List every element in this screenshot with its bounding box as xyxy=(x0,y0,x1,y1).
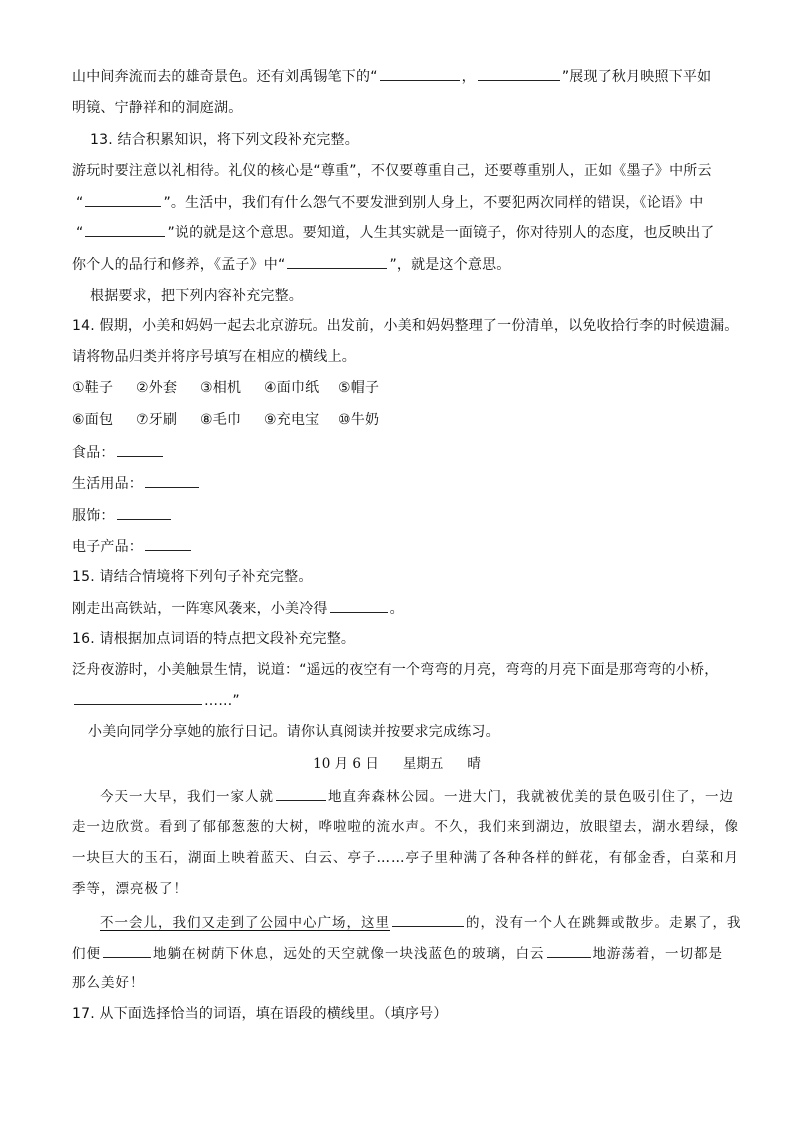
diary-p2-line-1: 不一会儿，我们又走到了公园中心广场，这里 的，没有一个人在跳舞或散步。走累了，我 xyxy=(100,912,742,933)
list-item: ①鞋子 xyxy=(72,380,114,396)
q15-title: 15. 请结合情境将下列句子补充完整。 xyxy=(72,569,313,585)
diary-blank-4[interactable] xyxy=(547,943,591,958)
diary-blank-1[interactable] xyxy=(276,786,326,801)
diary-date: 10 月 6 日 xyxy=(313,756,379,772)
diary-header xyxy=(0,754,794,774)
diary-p1-line-2: 走一边欣赏。看到了郁郁葱葱的大树，哗啦啦的流水声。不久，我们来到湖边，放眼望去，湖水碧绿，像 xyxy=(72,819,739,835)
q12-blank-2[interactable] xyxy=(478,66,560,81)
q14-title: 14. 假期，小美和妈妈一起去北京游玩。出发前，小美和妈妈整理了一份清单，以免收拾行李的时候遗漏。 xyxy=(72,318,739,334)
q14-daily: 生活用品： xyxy=(72,473,201,494)
q12-sep: ， xyxy=(461,69,476,85)
q16-line-1: 泛舟夜游时，小美触景生情，说道：“遥远的夜空有一个弯弯的月亮，弯弯的月亮下面是那弯弯的小桥， xyxy=(72,662,719,678)
q12-line-1 xyxy=(72,66,711,87)
diary-p1-line-4: 季等，漂亮极了！ xyxy=(72,881,188,897)
q15-sentence: 刚走出高铁站，一阵寒风袭来，小美冷得 。 xyxy=(72,598,404,619)
q13-title: 13. 结合积累知识，将下列文段补充完整。 xyxy=(90,132,359,148)
q15-blank[interactable] xyxy=(330,598,388,613)
q16-line-2: ……” xyxy=(72,690,240,711)
q13-line-2: “ ”。生活中，我们有什么怨气不要发泄到别人身上，不要犯两次同样的错误，《论语》中 xyxy=(76,192,704,213)
diary-intro: 小美向同学分享她的旅行日记。请你认真阅读并按要求完成练习。 xyxy=(88,724,500,740)
q14-electronic: 电子产品： xyxy=(72,536,193,557)
q17-title: 17. 从下面选择恰当的词语，填在语段的横线里。（填序号） xyxy=(72,1006,448,1022)
q13-blank-mozi[interactable] xyxy=(85,192,161,207)
q14-food: 食品： xyxy=(72,442,165,463)
diary-weather: 晴 xyxy=(467,756,481,772)
q12-text: 山中间奔流而去的雄奇景色。还有刘禹锡笔下的“ xyxy=(72,69,378,85)
q13-blank-mengzi[interactable] xyxy=(287,254,387,269)
q12-blank-1[interactable] xyxy=(380,66,460,81)
list-item: ⑦牙刷 xyxy=(136,412,178,428)
list-item: ⑩牛奶 xyxy=(338,412,380,428)
food-blank[interactable] xyxy=(117,442,163,457)
diary-p2-line-3: 那么美好！ xyxy=(72,975,145,991)
clothes-blank[interactable] xyxy=(117,505,171,520)
list-item: ④面巾纸 xyxy=(264,380,320,396)
electronic-blank[interactable] xyxy=(145,536,191,551)
q13-line-1: 游玩时要注意以礼相待。礼仪的核心是“尊重”，不仅要尊重自己，还要尊重别人，正如《墨子》中所云 xyxy=(72,163,712,179)
q13-line-3: “ ”说的就是这个意思。要知道，人生其实就是一面镜子，你对待别人的态度，也反映出了 xyxy=(76,222,715,243)
diary-p1-line-3: 一块巨大的玉石，湖面上映着蓝天、白云、亭子……亭子里种满了各种各样的鲜花，有郁金香，白菜和月 xyxy=(72,850,739,866)
list-item: ⑤帽子 xyxy=(338,380,380,396)
diary-blank-2[interactable] xyxy=(392,912,464,927)
diary-blank-3[interactable] xyxy=(103,943,151,958)
diary-p2-line-2: 们便 地躺在树荫下休息，远处的天空就像一块浅蓝色的玻璃，白云 地游荡着，一切都是 xyxy=(72,943,723,964)
list-item: ③相机 xyxy=(200,380,242,396)
q16-blank[interactable] xyxy=(74,690,202,705)
q14-items-row-1 xyxy=(72,378,402,398)
section-intro: 根据要求，把下列内容补充完整。 xyxy=(90,288,303,304)
q12-line-2: 明镜、宁静祥和的洞庭湖。 xyxy=(72,100,243,116)
list-item: ⑥面包 xyxy=(72,412,114,428)
daily-blank[interactable] xyxy=(145,473,199,488)
list-item: ⑧毛巾 xyxy=(200,412,242,428)
q14-items-row-2 xyxy=(72,410,402,430)
list-item: ⑨充电宝 xyxy=(264,412,320,428)
q16-title: 16. 请根据加点词语的特点把文段补充完整。 xyxy=(72,631,356,647)
q12-text: ”展现了秋月映照下平如 xyxy=(561,69,712,85)
diary-p1-line-1: 今天一大早，我们一家人就 地直奔森林公园。一进大门，我就被优美的景色吸引住了，一边 xyxy=(100,786,734,807)
q13-blank-lunyu[interactable] xyxy=(85,222,165,237)
q14-title-2: 请将物品归类并将序号填写在相应的横线上。 xyxy=(72,349,356,365)
q13-line-4: 你个人的品行和修养，《孟子》中“ ”，就是这个意思。 xyxy=(72,254,511,275)
diary-weekday: 星期五 xyxy=(402,756,444,772)
list-item: ②外套 xyxy=(136,380,178,396)
q14-clothes: 服饰： xyxy=(72,505,173,526)
